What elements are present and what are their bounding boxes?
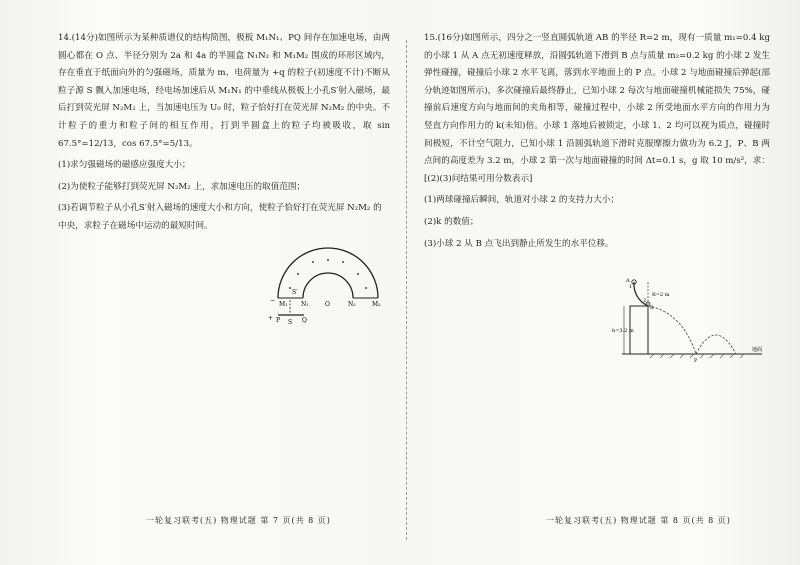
label-m2: M₂ [372, 301, 381, 308]
label-radius: R=2 m [652, 292, 670, 298]
circular-track-figure [612, 276, 772, 362]
label-plus: + [268, 315, 274, 322]
right-page [424, 30, 770, 253]
page-divider [406, 40, 407, 540]
label-q: Q [302, 317, 307, 324]
label-b: B [650, 305, 654, 311]
label-p-point: P [694, 358, 698, 362]
footer-page-7: 一轮复习联考(五) 物理试题 第 7 页(共 8 页) [146, 516, 331, 525]
label-minus: − [270, 297, 276, 304]
label-m1: M₁ [279, 301, 288, 308]
question-14-part-3: (3)若调节粒子从小孔S′射入磁场的速度大小和方向，使粒子恰好打在荧光屏 N₂M₂ 的中央，求粒子在磁场中运动的最短时间。 [58, 203, 382, 231]
question-15-part-1: (1)两球碰撞后瞬间，轨道对小球 2 的支持力大小； [424, 195, 619, 206]
label-p: P [276, 317, 281, 324]
label-n1: N₁ [301, 301, 309, 308]
mass-spectrometer-figure [268, 242, 392, 328]
label-s: S [288, 319, 293, 326]
footer-page-8: 一轮复习联考(五) 物理试题 第 8 页(共 8 页) [546, 516, 731, 525]
question-15-text: 15.(16分)如图所示，四分之一竖直圆弧轨道 AB 的半径 R=2 m，现有一质量 m₁=0.4 kg 的小球 1 从 A 点无初速度释放，沿圆弧轨道下滑到 B 点与质量 m₂=0.2 kg 的小球 2 发生弹性碰撞，碰撞后小球 2 水平飞离，落到水平地面上的 P 点。小球 2 与地面碰撞后弹起(部分轨迹如图所示)，多次碰撞后最终静止，已知小球 2 每次与地面碰撞机械能损失 75%，碰撞前后速度方向与地面间的夹角相等，碰撞过程中，小球 2 所受地面水平方向的作用力为竖直方向作用力的 k(未知)倍。小球 1 落地后被锁定，小球 1、2 均可以视为质点，碰撞时间极短，不计空气阻力，已知小球 1 沿圆弧轨道下滑时克服摩擦力做功为 6.2 J，P、B 两点间的高度差为 3.2 m，小球 2 第一次与地面碰撞的时间 Δt=0.1 s，g 取 10 m/s²，求：[(2)(3)问结果可用分数表示] [424, 33, 770, 184]
question-14-part-2: (2)为使粒子能够打到荧光屏 N₂M₂ 上，求加速电压的取值范围； [58, 181, 306, 192]
label-ball-2: 2 [643, 298, 647, 304]
label-s-prime: S′ [292, 289, 298, 296]
inner-semicircle [303, 273, 353, 298]
left-page [58, 30, 390, 236]
question-14-text: 14.(14分)如图所示为某种质谱仪的结构简图，极板 M₁N₁、PQ 间存在加速电场，由两圆心都在 O 点、半径分别为 2a 和 4a 的半圆盒 N₁N₂ 和 M₁M₂ 围成的环形区域内，存在垂直于纸面向外的匀强磁场，质量为 m、电荷量为 +q 的粒子(初速度不计)不断从粒子源 S 飘入加速电场，经电场加速后从 M₁N₁ 的中垂线从极板上小孔S′射入磁场，最后打到荧光屏 N₂M₂ 上，当加速电压为 U₀ 时，粒子恰好打在荧光屏 N₂M₂ 的中央。不计粒子的重力和粒子间的相互作用，打到半圆盒上的粒子均被吸收，取 sin 67.5°=12/13，cos 67.5°=5/13。 [58, 33, 390, 149]
question-14-part-1: (1)求匀强磁场的磁感应强度大小； [58, 160, 191, 171]
magnetic-field-dots [289, 259, 367, 289]
question-15-part-2: (2)k 的数值； [424, 216, 479, 227]
label-ball-1: 1 [629, 284, 633, 290]
trajectory-first [648, 306, 696, 354]
label-height: h=3.2 m [612, 328, 634, 334]
question-15-part-3: (3)小球 2 从 B 点飞出到静止所发生的水平位移。 [424, 238, 614, 249]
label-a: A [626, 278, 630, 284]
label-o: O [325, 301, 330, 308]
label-n2: N₂ [348, 301, 356, 308]
label-ground: 地面 [752, 347, 763, 353]
trajectory-bounce [696, 335, 736, 354]
